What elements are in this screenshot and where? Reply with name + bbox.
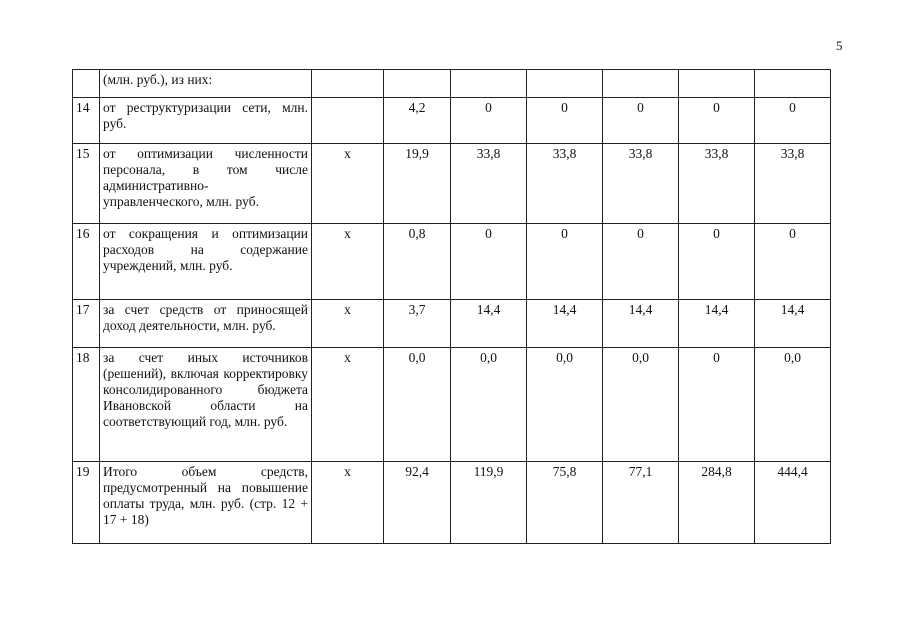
data-table — [72, 69, 831, 544]
row-value: 0 — [603, 224, 679, 300]
row-value: 0,0 — [384, 348, 451, 462]
row-label: от оптимизации численности персонала, в том числе административно-управленческого, млн. руб. — [100, 144, 312, 224]
row-value: 14,4 — [527, 300, 603, 348]
table-row — [73, 98, 831, 144]
row-value: 0,0 — [755, 348, 831, 462]
row-value: 0,0 — [451, 348, 527, 462]
table-row — [73, 348, 831, 462]
row-value: 0,0 — [527, 348, 603, 462]
row-unit: x — [312, 300, 384, 348]
row-value: 77,1 — [603, 462, 679, 544]
row-number — [73, 70, 100, 98]
row-value: 0 — [679, 98, 755, 144]
row-value: 14,4 — [679, 300, 755, 348]
row-unit — [312, 70, 384, 98]
row-number: 19 — [73, 462, 100, 544]
table-row — [73, 224, 831, 300]
row-unit: x — [312, 348, 384, 462]
row-label: от реструктуризации сети, млн. руб. — [100, 98, 312, 144]
row-label: Итого объем средств, предусмотренный на повышение оплаты труда, млн. руб. (стр. 12 + 17 + 18) — [100, 462, 312, 544]
table-row — [73, 462, 831, 544]
row-value: 0 — [451, 224, 527, 300]
row-unit: x — [312, 224, 384, 300]
row-value — [527, 70, 603, 98]
page-number: 5 — [836, 38, 843, 53]
row-value: 33,8 — [603, 144, 679, 224]
row-value: 33,8 — [527, 144, 603, 224]
row-value: 14,4 — [451, 300, 527, 348]
row-label: за счет иных источников (решений), включая корректировку консолидированного бюджета Ивановской области на соответствующий год, млн. руб. — [100, 348, 312, 462]
row-number: 14 — [73, 98, 100, 144]
row-value: 14,4 — [603, 300, 679, 348]
row-value: 0 — [527, 224, 603, 300]
row-unit: x — [312, 462, 384, 544]
row-number: 18 — [73, 348, 100, 462]
row-unit: x — [312, 144, 384, 224]
row-value: 33,8 — [755, 144, 831, 224]
row-number: 15 — [73, 144, 100, 224]
row-value: 19,9 — [384, 144, 451, 224]
row-value: 92,4 — [384, 462, 451, 544]
row-value: 0,0 — [603, 348, 679, 462]
row-value: 33,8 — [451, 144, 527, 224]
row-value: 3,7 — [384, 300, 451, 348]
row-value: 14,4 — [755, 300, 831, 348]
row-value: 0 — [679, 348, 755, 462]
row-value: 0 — [451, 98, 527, 144]
row-value: 75,8 — [527, 462, 603, 544]
row-value: 444,4 — [755, 462, 831, 544]
table-row — [73, 70, 831, 98]
row-value: 0 — [603, 98, 679, 144]
row-value: 0,8 — [384, 224, 451, 300]
row-value: 119,9 — [451, 462, 527, 544]
row-value — [679, 70, 755, 98]
row-value: 4,2 — [384, 98, 451, 144]
row-value: 0 — [527, 98, 603, 144]
row-value — [755, 70, 831, 98]
row-label: от сокращения и оптимизации расходов на содержание учреждений, млн. руб. — [100, 224, 312, 300]
row-value — [451, 70, 527, 98]
row-value: 0 — [679, 224, 755, 300]
row-label: за счет средств от приносящей доход деятельности, млн. руб. — [100, 300, 312, 348]
row-number: 17 — [73, 300, 100, 348]
row-value — [603, 70, 679, 98]
row-number: 16 — [73, 224, 100, 300]
row-value: 284,8 — [679, 462, 755, 544]
table-row — [73, 144, 831, 224]
row-label: (млн. руб.), из них: — [100, 70, 312, 98]
row-value: 0 — [755, 224, 831, 300]
row-unit — [312, 98, 384, 144]
row-value: 33,8 — [679, 144, 755, 224]
row-value: 0 — [755, 98, 831, 144]
row-value — [384, 70, 451, 98]
table-row — [73, 300, 831, 348]
